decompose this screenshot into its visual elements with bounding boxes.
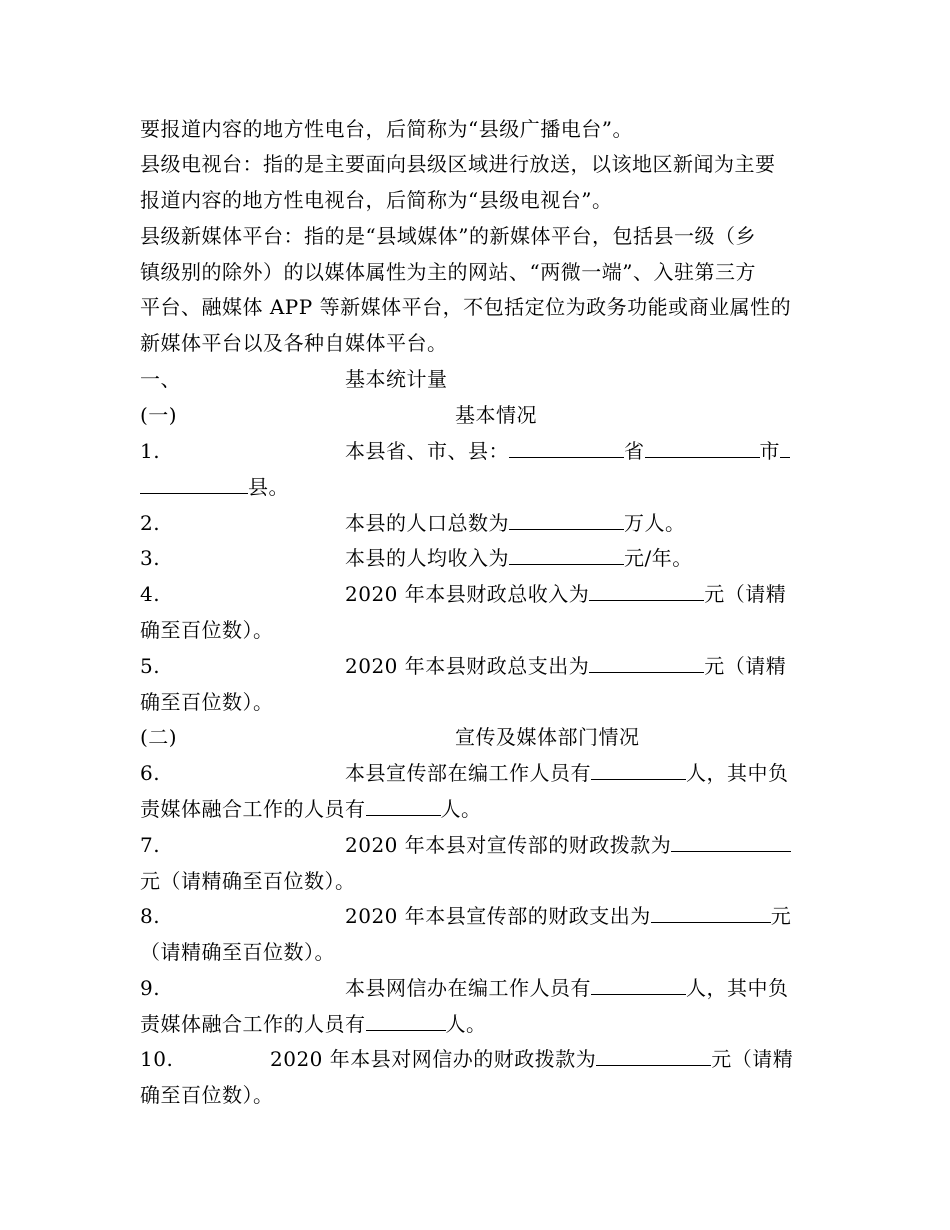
question-text: 本县省、市、县：	[345, 439, 509, 463]
section-number: 一、	[140, 367, 181, 391]
question-4-cont	[140, 613, 820, 647]
question-text: 本县宣传部在编工作人员有	[345, 761, 591, 785]
paragraph-line	[140, 255, 820, 289]
revenue-blank[interactable]	[589, 578, 704, 601]
question-number: 4.	[140, 582, 161, 606]
question-text: 元（请精确至百位数）。	[140, 869, 356, 893]
income-blank[interactable]	[509, 542, 624, 565]
text: 报道内容的地方性电视台，后简称为“县级电视台”。	[140, 188, 613, 212]
subsection-heading	[140, 720, 820, 754]
question-3	[140, 541, 820, 575]
question-text: 本县的人口总数为	[345, 511, 509, 535]
allocation-blank[interactable]	[671, 829, 791, 852]
subsection-title: 基本情况	[455, 403, 537, 427]
paragraph-line	[140, 219, 820, 253]
question-number: 6.	[140, 761, 161, 785]
question-5-cont	[140, 685, 820, 719]
question-text: 2020 年本县财政总收入为	[345, 582, 590, 606]
question-10-cont	[140, 1078, 820, 1112]
text: 县级电视台：指的是主要面向县级区域进行放送，以该地区新闻为主要	[140, 152, 776, 176]
paragraph-line	[140, 112, 820, 146]
population-blank[interactable]	[509, 507, 624, 530]
city-label: 市	[759, 439, 780, 463]
question-text: 确至百位数）。	[140, 1083, 274, 1107]
text: 平台、融媒体 APP 等新媒体平台，不包括定位为政务功能或商业属性的	[140, 295, 792, 319]
question-text: 2020 年本县宣传部的财政支出为	[345, 904, 651, 928]
subsection-heading	[140, 398, 820, 432]
county-blank-start[interactable]	[780, 435, 790, 458]
question-7-cont	[140, 864, 820, 898]
question-suffix: 元（请精	[711, 1047, 794, 1071]
section-heading	[140, 362, 820, 396]
question-1	[140, 434, 820, 468]
paragraph-line	[140, 290, 820, 324]
staff-count-blank[interactable]	[591, 972, 686, 995]
question-8	[140, 899, 820, 933]
question-6-cont	[140, 792, 820, 826]
question-number: 5.	[140, 654, 161, 678]
text: 新媒体平台以及各种自媒体平台。	[140, 331, 448, 355]
question-number: 3.	[140, 546, 161, 570]
question-number: 2.	[140, 511, 161, 535]
question-text: 确至百位数）。	[140, 690, 274, 714]
province-label: 省	[624, 439, 645, 463]
subsection-number: (一)	[140, 403, 178, 427]
media-staff-blank[interactable]	[366, 1008, 446, 1031]
question-text: 本县的人均收入为	[345, 546, 509, 570]
expenditure-blank[interactable]	[589, 650, 704, 673]
question-text: 本县网信办在编工作人员有	[345, 976, 591, 1000]
question-number: 9.	[140, 976, 161, 1000]
allocation-blank[interactable]	[596, 1043, 711, 1066]
question-text: 责媒体融合工作的人员有	[140, 1012, 366, 1036]
question-number: 8.	[140, 904, 161, 928]
question-number: 7.	[140, 833, 161, 857]
question-suffix: 人，其中负	[686, 976, 789, 1000]
question-5	[140, 649, 820, 683]
subsection-number: (二)	[140, 725, 178, 749]
province-blank[interactable]	[509, 435, 624, 458]
section-title: 基本统计量	[345, 367, 448, 391]
question-number: 1.	[140, 439, 161, 463]
dept-expenditure-blank[interactable]	[651, 900, 771, 923]
question-suffix: 万人。	[624, 511, 686, 535]
question-9-cont	[140, 1007, 820, 1041]
question-text: 2020 年本县对网信办的财政拨款为	[270, 1047, 597, 1071]
staff-count-blank[interactable]	[591, 757, 686, 780]
text: 县级新媒体平台：指的是“县域媒体”的新媒体平台，包括县一级（乡	[140, 224, 756, 248]
question-8-cont	[140, 935, 820, 969]
question-suffix: 元（请精	[704, 654, 787, 678]
subsection-title: 宣传及媒体部门情况	[455, 725, 640, 749]
question-text: 2020 年本县对宣传部的财政拨款为	[345, 833, 672, 857]
text: 镇级别的除外）的以媒体属性为主的网站、“两微一端”、入驻第三方	[140, 260, 756, 284]
paragraph-line	[140, 326, 820, 360]
question-text: （请精确至百位数）。	[140, 940, 335, 964]
question-text: 确至百位数）。	[140, 618, 274, 642]
question-number: 10.	[140, 1047, 174, 1071]
question-suffix: 元/年。	[624, 546, 693, 570]
question-suffix: 人。	[440, 797, 482, 821]
question-10	[140, 1042, 820, 1076]
question-suffix: 元（请精	[704, 582, 787, 606]
question-6	[140, 756, 820, 790]
county-label: 县。	[248, 475, 289, 499]
paragraph-line	[140, 183, 820, 217]
question-7	[140, 828, 820, 862]
media-staff-blank[interactable]	[366, 793, 441, 816]
paragraph-line	[140, 147, 820, 181]
question-2	[140, 506, 820, 540]
question-text: 责媒体融合工作的人员有	[140, 797, 366, 821]
question-text: 2020 年本县财政总支出为	[345, 654, 590, 678]
question-9	[140, 971, 820, 1005]
question-1-cont	[140, 470, 820, 504]
question-4	[140, 577, 820, 611]
question-suffix: 元	[770, 904, 792, 928]
county-blank[interactable]	[140, 471, 248, 494]
city-blank[interactable]	[645, 435, 760, 458]
text: 要报道内容的地方性电台，后简称为“县级广播电台”。	[140, 117, 633, 141]
question-suffix: 人，其中负	[686, 761, 789, 785]
question-suffix: 人。	[445, 1012, 487, 1036]
